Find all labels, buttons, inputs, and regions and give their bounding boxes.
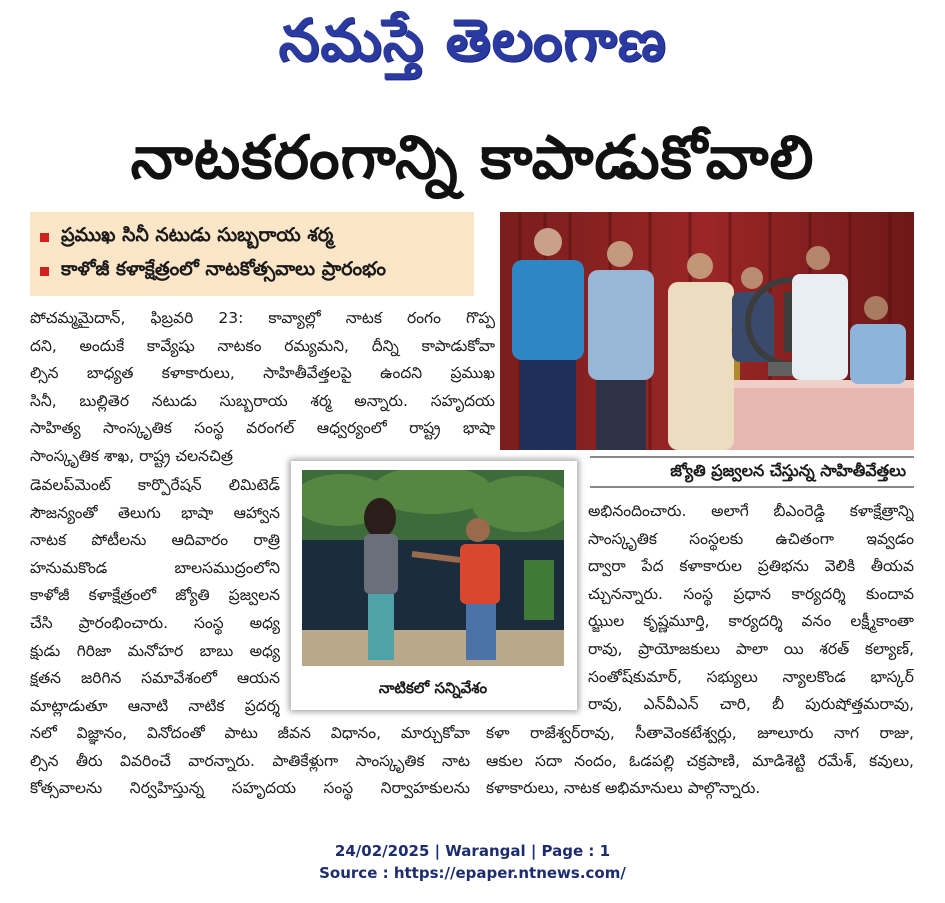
article-line: చేసి ప్రారంభించారు. సంస్థ అధ్య — [30, 613, 280, 632]
highlight-item — [40, 254, 464, 288]
article-text-left-top — [30, 305, 495, 471]
article-line: క్షతన జరిగిన సమావేశంలో ఆయన — [30, 669, 280, 688]
article-line: ఆకుల సదా నందం, ఓడపల్లి చక్రపాణి, మాడిశెట్టి రమేశ్, కవులు, — [486, 751, 914, 770]
photo-caption-top: జ్యోతి ప్రజ్వలన చేస్తున్న సాహితీవేత్తలు — [590, 456, 914, 488]
article-line: సాహిత్య సాంస్కృతిక సంస్థ వరంగల్ ఆధ్వర్యంలో రాష్ట్ర భాషా — [30, 419, 495, 438]
footer-date-line: 24/02/2025 | Warangal | Page : 1 — [334, 842, 611, 860]
photo-lamp-lighting — [500, 212, 914, 450]
highlight-text: కాళోజీ కళాక్షేత్రంలో నాటకోత్సవాలు ప్రారంభం — [61, 257, 387, 280]
article-line: అభినందించారు. అలాగే బీఎంరెడ్డి కళాక్షేత్రాన్ని — [588, 502, 914, 520]
article-line: కాళోజీ కళాక్షేత్రంలో జ్యోతి ప్రజ్వలన — [30, 586, 280, 605]
article-line: సాంస్కృతిక సంస్థలకు ఉచితంగా ఇవ్వడం — [588, 529, 914, 548]
article-line: కోత్సవాలను నిర్వహిస్తున్న సహృదయ సంస్థ నిర్వాహకులను — [30, 779, 470, 798]
article-line: ఝ్జుల కృష్ణమూర్తి, కార్యదర్శి వనం లక్ష్మీకాంతా — [588, 612, 914, 631]
article-line: రావు, ప్రాయోజకులు పాలా యి శరత్ కల్యాణ్, — [588, 639, 914, 658]
article-line: పోచమ్మమైదాన్, ఫిబ్రవరి 23: కావ్యాల్లో నాటక రంగం గొప్ప — [30, 309, 495, 327]
article-line: క్షుడు గిరిజా మనోహర బాబు అధ్య — [30, 641, 280, 660]
masthead-logo: నమస్తే తెలంగాణ — [278, 6, 667, 74]
photo-inset-frame — [291, 461, 577, 710]
highlight-text: ప్రముఖ సినీ నటుడు సుబ్బరాయ శర్మ — [61, 223, 334, 246]
article-text-right — [588, 498, 914, 719]
photo-drama-scene — [302, 470, 564, 666]
article-line: చ్చునన్నారు. సంస్థ ప్రధాన కార్యదర్శి కుందావ — [588, 584, 914, 603]
article-line: సాంస్కృతిక శాఖ, రాష్ట్ర చలనచిత్ర — [30, 446, 233, 465]
article-text-left-narrow — [30, 472, 280, 720]
photo-caption-inset: నాటికలో సన్నివేశం — [378, 679, 488, 697]
bullet-icon — [40, 267, 49, 276]
highlights-box — [30, 212, 474, 296]
article-line: మాట్లాడుతూ ఆనాటి నాటిక ప్రదర్శ — [30, 696, 280, 715]
article-line: రావు, ఎన్‌వీఎన్ చారి, బీ పురుషోత్తమరావు, — [588, 695, 914, 714]
bullet-icon — [40, 233, 49, 242]
headline: నాటకరంగాన్ని కాపాడుకోవాలి — [130, 123, 815, 193]
article-text-left-bottom — [30, 720, 470, 803]
article-line: కళాకారులు, నాటక అభిమానులు పాల్గొన్నారు. — [486, 779, 761, 798]
footer-source-line: Source : https://epaper.ntnews.com/ — [319, 864, 626, 882]
highlight-item — [40, 220, 464, 254]
article-line: దని, అందుకే కావ్యేషు నాటకం రమ్యమని, దీన్ని కాపాడుకోవా — [30, 336, 495, 355]
article-line: ద్వారా పేద కళాకారుల ప్రతిభను వెలికి తీయవ — [588, 557, 914, 576]
footer-source — [0, 840, 945, 884]
article-line: నాటక పోటీలను ఆదివారం రాత్రి — [30, 531, 280, 550]
article-line: కళా రాజేశ్వర్‌రావు, సీతావెంకటేశ్వర్లు, జూలూరు నాగ రాజు, — [486, 724, 914, 742]
article-line: డెవలప్‌మెంట్ కార్పొరేషన్ లిమిటెడ్ — [30, 476, 280, 494]
article-line: సౌజన్యంతో తెలుగు భాషా ఆహ్వాన — [30, 503, 280, 522]
article-line: సినీ, బుల్లితెర నటుడు సుబ్బరాయ శర్మ అన్నారు. సహృదయ — [30, 391, 495, 410]
article-line: ల్సిన బాధ్యత కళాకారులు, సాహితీవేత్తలపై ఉందని ప్రముఖ — [30, 364, 495, 383]
article-line: హనుమకొండ బాలసముద్రంలోని — [30, 558, 280, 577]
article-line: ల్సిన తీరు వివరించే వారన్నారు. పాతికేళ్లుగా సాంస్కృతిక నాట — [30, 751, 470, 770]
article-line: నలో విజ్ఞానం, వినోదంతో పాటు జీవన విధానం, మార్చుకోవా — [30, 724, 470, 742]
article-text-right-wide — [486, 720, 914, 803]
article-line: సంతోష్‌కుమార్, సభ్యులు న్యాలకొండ భాస్కర్ — [588, 667, 914, 686]
